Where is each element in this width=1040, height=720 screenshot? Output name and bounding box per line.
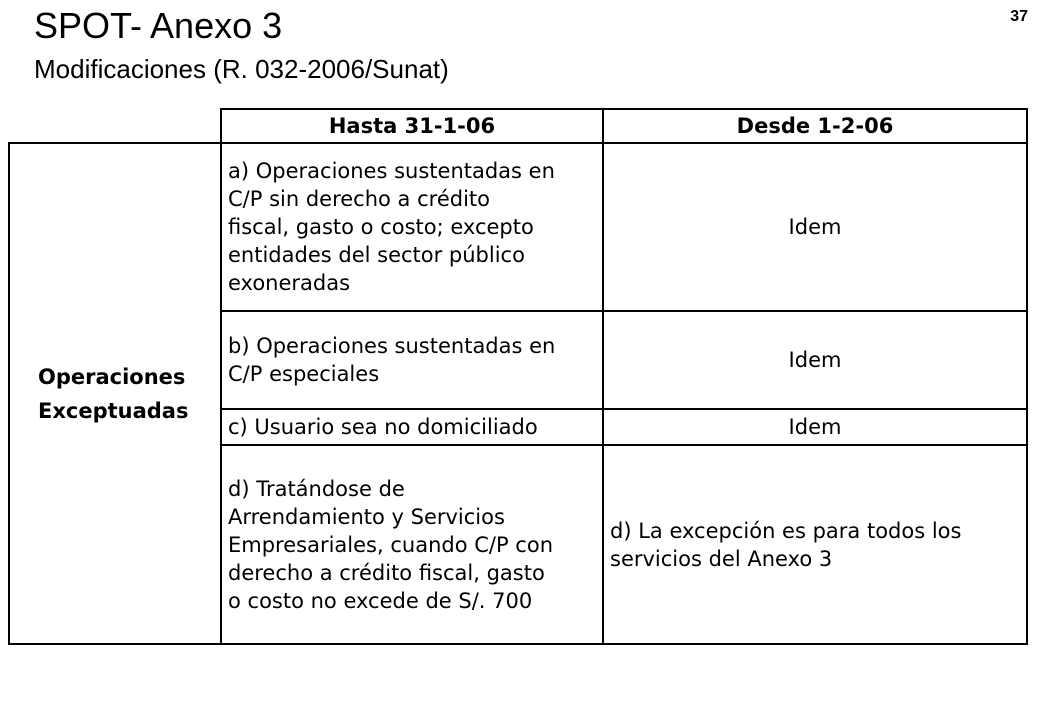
table-cell-row-d-hasta: d) Tratándose de Arrendamiento y Servicios Empresariales, cuando C/P con derecho a crédito fiscal, gasto o costo no excede de S/. 700: [220, 444, 604, 645]
table-cell-row-b-hasta: b) Operaciones sustentadas en C/P especiales: [220, 310, 604, 410]
table-cell-row-a-hasta: a) Operaciones sustentadas en C/P sin derecho a crédito fiscal, gasto o costo; excepto entidades del sector público exoneradas: [220, 142, 604, 312]
table-cell-row-c-hasta: c) Usuario sea no domiciliado: [220, 408, 604, 446]
table-cell-row-a-desde: Idem: [602, 142, 1028, 312]
column-header-desde-label: Desde 1-2-06: [736, 114, 894, 138]
column-header-hasta: [220, 108, 604, 144]
table-cell-row-b-desde: Idem: [602, 310, 1028, 410]
row-group-label-cell: [8, 142, 222, 645]
row-group-label: Operaciones Exceptuadas: [38, 364, 189, 423]
page-title: SPOT- Anexo 3: [34, 5, 283, 46]
column-header-desde: [602, 108, 1028, 144]
page-subtitle: Modificaciones (R. 032-2006/Sunat): [34, 54, 449, 84]
column-header-hasta-label: Hasta 31-1-06: [328, 114, 496, 138]
table-cell-row-c-desde: Idem: [602, 408, 1028, 446]
page-number: 37: [1010, 8, 1028, 25]
table-cell-row-d-desde: d) La excepción es para todos los servicios del Anexo 3: [602, 444, 1028, 645]
